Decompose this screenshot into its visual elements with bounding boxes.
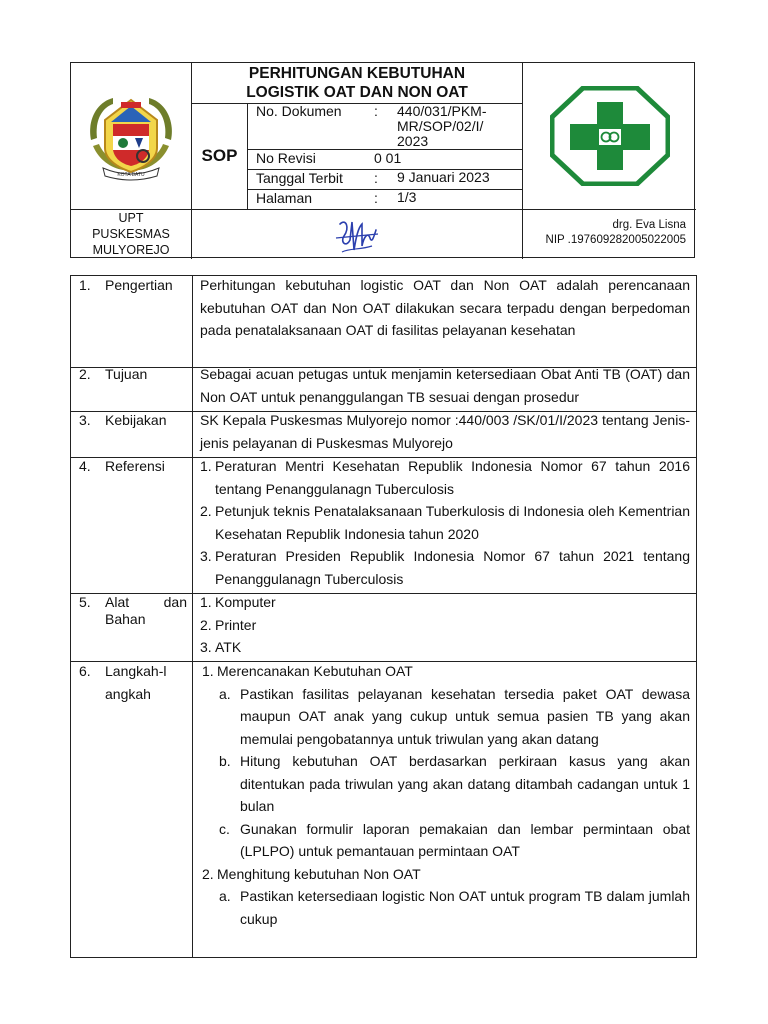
substep-text: Pastikan ketersediaan logistic Non OAT untuk program TB dalam jumlah cukup [240,888,690,927]
list-item-text: ATK [215,639,242,655]
puskesmas-logo [523,63,696,209]
document-number-label: No. Dokumen [256,103,342,119]
issue-date-value: 9 Januari 2023 [397,169,490,185]
head-name: drg. Eva Lisna [612,219,686,231]
section-number: 1. [79,277,91,293]
substep-marker: b. [219,753,231,769]
page-label: Halaman [256,190,313,206]
step-text: Menghitung kebutuhan Non OAT [217,865,421,882]
revision-label: No Revisi [256,150,316,166]
list-item-text: Printer [215,616,257,633]
issue-date-colon: : [374,170,378,186]
section-label: Tujuan [105,366,148,382]
section-body-text: Perhitungan kebutuhan logistic OAT dan Non OAT adalah perencanaan kebutuhan OAT dan Non OAT dilakukan secara terpadu dengan berpedoman pada penatalaksanaan OAT di fasilitas pelayanan kesehatan [200,277,690,338]
substep-text: Pastikan fasilitas pelayanan kesehatan tersedia paket OAT dewasa maupun OAT anak yang cukup untuk semua pasien TB yang akan memulai pengobatannya untuk triwulan yang akan datang [240,685,690,747]
substep-marker: a. [219,685,231,702]
document-number-colon: : [374,103,378,119]
section-number: 6. [79,663,91,679]
section-label: Langkah-langkah [105,663,167,702]
revision-value: 0 01 [374,150,402,166]
section-number: 4. [79,458,91,474]
document-number-row [248,103,522,149]
list-item [200,614,690,637]
page-row [248,190,522,209]
section-steps [200,660,690,930]
substep-marker: a. [219,888,231,904]
svg-text:KOTA BATU: KOTA BATU [117,172,145,178]
city-emblem-icon [83,90,179,182]
health-cross-icon [550,86,670,186]
document-title [192,63,522,103]
list-item [200,545,690,590]
document-title-line1: PERHITUNGAN KEBUTUHAN [248,65,466,82]
document-number-value: 440/031/PKM-MR/SOP/02/I/ 2023 [397,103,487,149]
signature-icon [332,214,382,256]
unit-line-1: UPT [118,211,144,225]
substep-item [200,885,690,930]
section-number: 3. [79,412,91,428]
substep-text: Gunakan formulir laporan pemakaian dan lembar permintaan obat (LPLPO) untuk pemantauan permintaan OAT [240,820,690,859]
list-item-text: Komputer [215,594,276,610]
section-label: Alat dan Bahan [105,594,187,627]
section-tools [200,591,690,659]
list-item-text: Peraturan Mentri Kesehatan Republik Indonesia Nomor 67 tahun 2016 tentang Penanggulanagn Tuberculosis [215,458,690,497]
section-purpose [200,363,690,408]
sop-label: SOP [201,146,238,165]
unit-line-2: PUSKESMAS [92,227,170,241]
list-item [200,636,690,659]
document-title-line2: LOGISTIK OAT DAN NON OAT [246,84,468,101]
list-marker: 2. [200,616,212,633]
section-body-text: SK Kepala Puskesmas Mulyorejo nomor :440/003 /SK/01/I/2023 tentang Jenis-jenis pelayanan di Puskesmas Mulyorejo [200,412,690,451]
unit-line-3: MULYOREJO [92,243,170,257]
substep-item [200,818,690,863]
section-number: 5. [79,594,91,610]
substep-marker: c. [219,820,230,837]
section-policy [200,409,690,454]
list-item-text: Petunjuk teknis Penatalaksanaan Tuberkulosis di Indonesia oleh Kementrian Kesehatan Republik Indonesia tahun 2020 [215,503,690,542]
page-colon: : [374,190,378,206]
substep-text: Hitung kebutuhan OAT berdasarkan perkiraan kasus yang akan ditentukan pada triwulan yang akan datang ditambah cadangan untuk 1 bulan [240,753,690,814]
section-definition [200,274,690,342]
list-marker: 2. [200,503,212,519]
list-item [200,455,690,500]
list-marker: 3. [200,639,212,655]
issue-date-row [248,170,522,189]
list-item-text: Peraturan Presiden Republik Indonesia Nomor 67 tahun 2021 tentang Penanggulanagn Tuberculosis [215,548,690,587]
signature [192,210,522,259]
section-label: Kebijakan [105,412,167,428]
head-nip: NIP .197609282005022005 [545,234,686,246]
head-of-unit [523,210,696,259]
section-number: 2. [79,366,91,382]
revision-row [248,150,522,169]
issue-date-label: Tanggal Terbit [256,170,343,186]
sop-content-table [70,275,697,958]
list-marker: 3. [200,548,212,564]
section-references [200,455,690,590]
sop-header-table [70,62,695,258]
substep-item [200,683,690,751]
list-marker: 1. [200,594,212,610]
step-item [200,660,690,683]
step-text: Merencanakan Kebutuhan OAT [217,663,413,679]
section-label: Pengertian [105,277,173,293]
step-item [200,863,690,886]
substep-item [200,750,690,818]
list-item [200,500,690,545]
section-body-text: Sebagai acuan petugas untuk menjamin ketersediaan Obat Anti TB (OAT) dan Non OAT untuk penanggulangan TB sesuai dengan prosedur [200,366,690,405]
list-item [200,591,690,614]
city-logo [71,63,191,209]
section-label: Referensi [105,458,165,474]
step-marker: 2. [202,865,214,882]
step-marker: 1. [202,663,214,679]
list-marker: 1. [200,458,212,474]
unit-name [71,210,191,259]
page-value: 1/3 [397,189,417,205]
